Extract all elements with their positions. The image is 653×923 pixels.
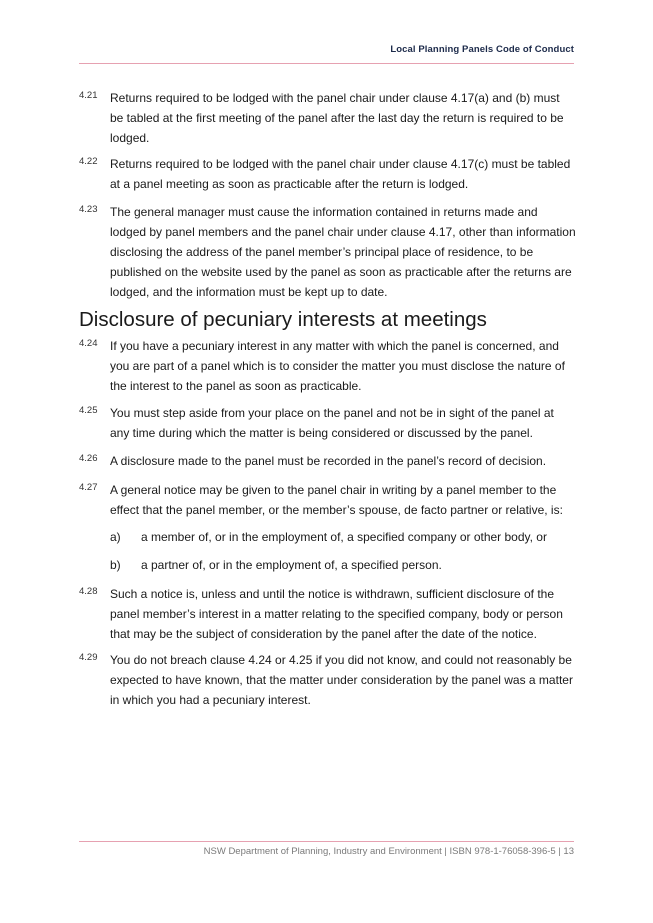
clause-4-21 [79, 88, 576, 148]
clause-text: Such a notice is, unless and until the notice is withdrawn, sufficient disclosure of the panel member’s interest in a matter relating to the specified company, body or person that may be the subject of consideration by the panel after the date of the notice. [110, 587, 563, 641]
clause-number: 4.21 [79, 90, 98, 101]
clause-text: You do not breach clause 4.24 or 4.25 if you did not know, and could not reasonably be expected to have known, that the matter under consideration by the panel was a matter in which you had a pecuniary interest. [110, 653, 573, 707]
clause-text: The general manager must cause the information contained in returns made and lodged by panel members and the panel chair under clause 4.17, other than information disclosing the address of the panel member’s principal place of residence, to be published on the website used by the panel as soon as practicable after the returns are lodged, and the information must be kept up to date. [110, 205, 576, 299]
clause-text: You must step aside from your place on the panel and not be in sight of the panel at any time during which the matter is being considered or discussed by the panel. [110, 406, 554, 440]
clause-4-26 [79, 451, 576, 471]
clause-4-28 [79, 584, 576, 644]
clause-4-25 [79, 403, 576, 443]
clause-number: 4.23 [79, 204, 98, 215]
clause-number: 4.22 [79, 156, 98, 167]
clause-text: Returns required to be lodged with the panel chair under clause 4.17(a) and (b) must be tabled at the first meeting of the panel after the last day the return is required to be lodged. [110, 91, 564, 145]
clause-4-27 [79, 480, 576, 520]
subitem-text: a partner of, or in the employment of, a specified person. [141, 558, 442, 572]
clause-number: 4.26 [79, 453, 98, 464]
clause-number: 4.27 [79, 482, 98, 493]
subitem-letter: b) [110, 558, 121, 572]
clause-number: 4.25 [79, 405, 98, 416]
clause-text: A disclosure made to the panel must be recorded in the panel’s record of decision. [110, 454, 547, 468]
header-rule [79, 63, 574, 64]
footer-rule [79, 841, 574, 842]
subitem-text: a member of, or in the employment of, a specified company or other body, or [141, 530, 547, 544]
page-footer: NSW Department of Planning, Industry and Environment | ISBN 978-1-76058-396-5 | 13 [203, 846, 574, 857]
running-header: Local Planning Panels Code of Conduct [390, 44, 574, 55]
clause-4-29 [79, 650, 576, 710]
subitem-b [110, 555, 576, 575]
clause-number: 4.29 [79, 652, 98, 663]
clause-4-24 [79, 336, 576, 396]
subitem-a [110, 527, 576, 547]
clause-text: If you have a pecuniary interest in any matter with which the panel is concerned, and you are part of a panel which is to consider the matter you must disclose the nature of the interest to the panel as soon as practicable. [110, 339, 565, 393]
clause-number: 4.28 [79, 586, 98, 597]
clause-text: Returns required to be lodged with the panel chair under clause 4.17(c) must be tabled at a panel meeting as soon as practicable after the return is lodged. [110, 157, 571, 191]
subitem-letter: a) [110, 530, 121, 544]
clause-4-22 [79, 154, 576, 194]
section-heading: Disclosure of pecuniary interests at meetings [79, 308, 487, 331]
clause-text: A general notice may be given to the panel chair in writing by a panel member to the effect that the panel member, or the member’s spouse, de facto partner or relative, is: [110, 483, 563, 517]
clause-4-23 [79, 202, 576, 302]
clause-number: 4.24 [79, 338, 98, 349]
